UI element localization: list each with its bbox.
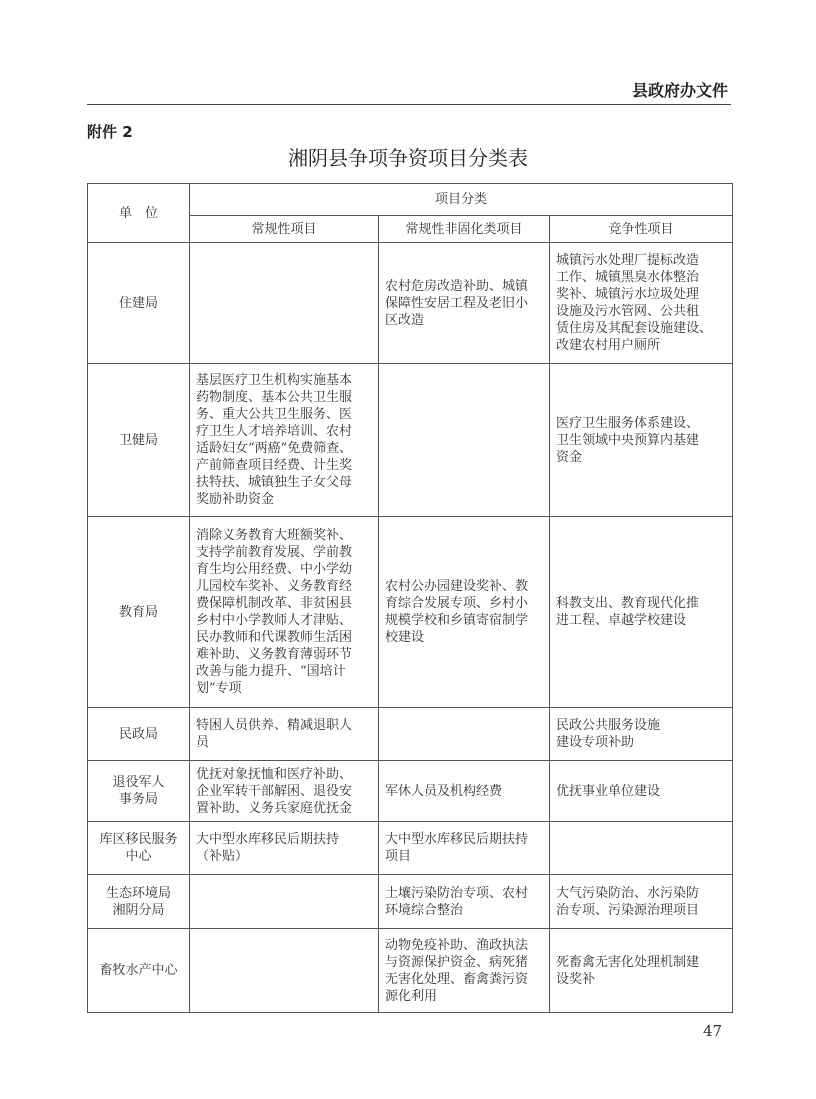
competitive-project-cell: 医疗卫生服务体系建设、 卫生领域中央预算内基建 资金 — [550, 364, 733, 517]
competitive-project-cell: 科教支出、教育现代化推 进工程、卓越学校建设 — [550, 517, 733, 708]
group-header: 项目分类 — [190, 184, 733, 216]
regular-project-cell — [190, 875, 379, 929]
table-row — [88, 822, 733, 875]
competitive-project-cell: 民政公共服务设施 建设专项补助 — [550, 708, 733, 761]
unit-cell: 生态环境局 湘阴分局 — [88, 875, 190, 929]
header-rule — [87, 104, 731, 105]
unit-cell: 住建局 — [88, 243, 190, 364]
regular-project-cell: 特困人员供养、精减退职人 员 — [190, 708, 379, 761]
table-row — [88, 761, 733, 822]
regular-project-cell — [190, 929, 379, 1013]
project-classification-table — [87, 183, 733, 1013]
regular-project-cell — [190, 243, 379, 364]
non-fixed-project-cell: 动物免疫补助、渔政执法 与资源保护资金、病死猪 无害化处理、畜禽粪污资 源化利用 — [379, 929, 550, 1013]
regular-project-cell: 大中型水库移民后期扶持 （补贴） — [190, 822, 379, 875]
regular-project-cell: 基层医疗卫生机构实施基本 药物制度、基本公共卫生服 务、重大公共卫生服务、医 疗卫生人才培养培训、农村 适龄妇女“两癌”免费筛查、 产前筛查项目经费、计生奖 扶特扶、城镇独生子女父母 奖励补助资金 — [190, 364, 379, 517]
regular-project-cell: 消除义务教育大班额奖补、 支持学前教育发展、学前教 育生均公用经费、中小学幼 儿园校车奖补、义务教育经 费保障机制改革、非贫困县 乡村中小学教师人才津贴、 民办教师和代课教师生活困 难补助、义务教育薄弱环节 改善与能力提升、“国培计 划”专项 — [190, 517, 379, 708]
competitive-project-cell: 死畜禽无害化处理机制建 设奖补 — [550, 929, 733, 1013]
table-row — [88, 708, 733, 761]
page-number: 47 — [703, 1022, 723, 1040]
competitive-project-cell: 城镇污水处理厂提标改造 工作、城镇黑臭水体整治 奖补、城镇污水垃圾处理 设施及污水管网、公共租 赁住房及其配套设施建设、 改建农村用户厕所 — [550, 243, 733, 364]
unit-cell: 库区移民服务 中心 — [88, 822, 190, 875]
attachment-label: 附件 2 — [87, 123, 133, 141]
running-head: 县政府办文件 — [631, 81, 728, 100]
unit-cell: 退役军人 事务局 — [88, 761, 190, 822]
table-row — [88, 517, 733, 708]
non-fixed-project-cell — [379, 708, 550, 761]
unit-header: 单 位 — [88, 184, 190, 243]
non-fixed-project-cell: 土壤污染防治专项、农村 环境综合整治 — [379, 875, 550, 929]
non-fixed-project-cell: 农村危房改造补助、城镇 保障性安居工程及老旧小 区改造 — [379, 243, 550, 364]
non-fixed-project-cell: 军休人员及机构经费 — [379, 761, 550, 822]
non-fixed-project-cell — [379, 364, 550, 517]
document-title: 湘阴县争项争资项目分类表 — [288, 146, 528, 170]
regular-project-cell: 优抚对象抚恤和医疗补助、 企业军转干部解困、退役安 置补助、义务兵家庭优抚金 — [190, 761, 379, 822]
table-row — [88, 875, 733, 929]
table-row — [88, 364, 733, 517]
non-fixed-project-cell: 大中型水库移民后期扶持 项目 — [379, 822, 550, 875]
competitive-project-cell — [550, 822, 733, 875]
table-row — [88, 929, 733, 1013]
unit-cell: 畜牧水产中心 — [88, 929, 190, 1013]
column-header-regular: 常规性项目 — [190, 216, 379, 243]
unit-cell: 民政局 — [88, 708, 190, 761]
unit-cell: 卫健局 — [88, 364, 190, 517]
competitive-project-cell: 大气污染防治、水污染防 治专项、污染源治理项目 — [550, 875, 733, 929]
unit-cell: 教育局 — [88, 517, 190, 708]
non-fixed-project-cell: 农村公办园建设奖补、教 育综合发展专项、乡村小 规模学校和乡镇寄宿制学 校建设 — [379, 517, 550, 708]
competitive-project-cell: 优抚事业单位建设 — [550, 761, 733, 822]
column-header-non-fixed: 常规性非固化类项目 — [379, 216, 550, 243]
table-row — [88, 243, 733, 364]
column-header-competitive: 竞争性项目 — [550, 216, 733, 243]
